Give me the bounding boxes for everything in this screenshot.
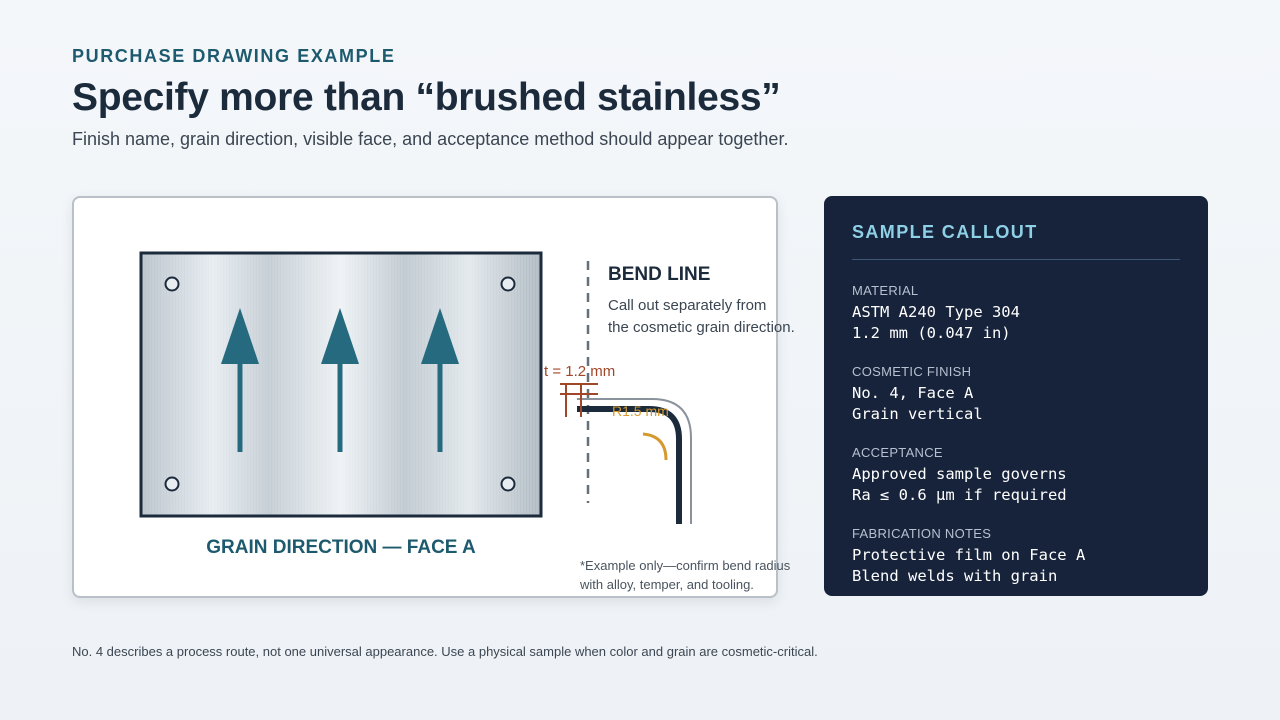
mounting-hole-icon — [502, 278, 515, 291]
bend-line-note: the cosmetic grain direction. — [608, 319, 795, 336]
callout-heading: SAMPLE CALLOUT — [852, 222, 1038, 242]
mounting-hole-icon — [502, 478, 515, 491]
mounting-hole-icon — [166, 478, 179, 491]
section-label: MATERIAL — [852, 283, 919, 298]
section-label: COSMETIC FINISH — [852, 364, 972, 379]
sample-callout-panel — [824, 196, 1208, 596]
grain-direction-label: GRAIN DIRECTION — FACE A — [206, 537, 476, 558]
section-line: Blend welds with grain — [852, 567, 1058, 585]
section-line: Protective film on Face A — [852, 546, 1086, 564]
callout-section-material — [852, 283, 1188, 344]
thickness-dimension — [560, 384, 598, 417]
section-line: Approved sample governs — [852, 465, 1067, 483]
callout-divider — [852, 259, 1180, 260]
section-line: 1.2 mm (0.047 in) — [852, 324, 1011, 342]
section-line: Grain vertical — [852, 405, 983, 423]
page-subtitle: Finish name, grain direction, visible face, and acceptance method should appear together. — [72, 129, 789, 149]
page-footnote: No. 4 describes a process route, not one universal appearance. Use a physical sample when color and grain are cosmetic-critical. — [72, 644, 818, 659]
section-line: ASTM A240 Type 304 — [852, 303, 1020, 321]
callout-section-finish — [852, 364, 1188, 425]
radius-label: R1.5 mm — [612, 403, 669, 419]
disclaimer-note: *Example only—confirm bend radius — [580, 558, 791, 573]
bent-part-profile — [577, 409, 679, 524]
thickness-label: t = 1.2 mm — [544, 363, 616, 380]
section-line: No. 4, Face A — [852, 384, 974, 402]
section-line: Ra ≤ 0.6 μm if required — [852, 486, 1067, 504]
bend-line-title: BEND LINE — [608, 264, 711, 285]
disclaimer-note: with alloy, temper, and tooling. — [580, 577, 754, 592]
mounting-hole-icon — [166, 278, 179, 291]
section-label: ACCEPTANCE — [852, 445, 943, 460]
callout-section-fabrication — [852, 526, 1188, 587]
callout-section-acceptance — [852, 445, 1188, 506]
section-label: FABRICATION NOTES — [852, 526, 992, 541]
bend-line-note: Call out separately from — [608, 297, 767, 314]
bend-radius-arc — [643, 434, 666, 460]
diagram-card — [72, 196, 795, 598]
finish-diagram — [74, 198, 795, 596]
eyebrow-label: PURCHASE DRAWING EXAMPLE — [72, 46, 396, 66]
page-title: Specify more than “brushed stainless” — [72, 76, 781, 119]
